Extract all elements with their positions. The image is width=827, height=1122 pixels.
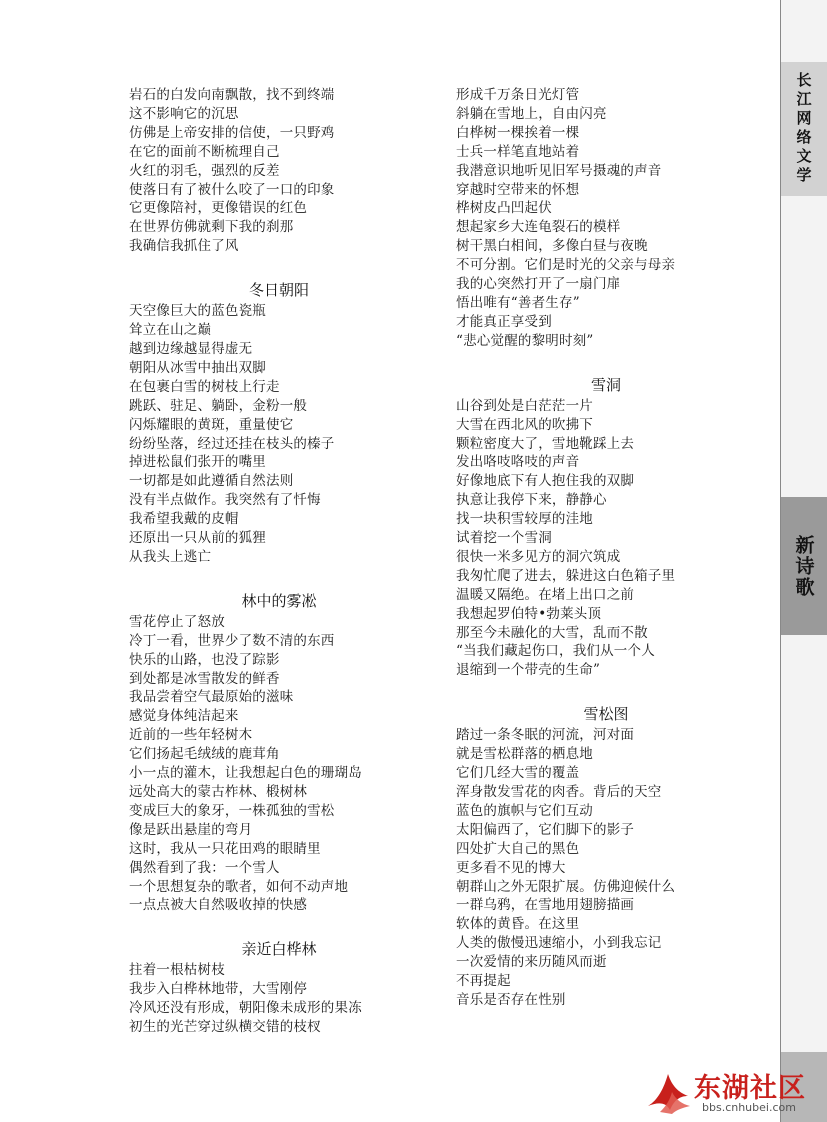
poem-line: 初生的光芒穿过纵横交错的枝杈 <box>129 1019 321 1036</box>
poem-line: 这时，我从一只花田鸡的眼睛里 <box>129 840 321 857</box>
poem-title: 冬日朝阳 <box>248 281 309 300</box>
poem-line: 到处都是冰雪散发的鲜香 <box>129 670 280 687</box>
poem-line: 四处扩大自己的黑色 <box>456 840 580 857</box>
poem-line: 像是跃出悬崖的弯月 <box>129 821 253 838</box>
poem-line: 我匆忙爬了进去，躲进这白色箱子里 <box>456 567 676 584</box>
poem-birch-forest <box>129 939 429 1037</box>
poem-line: 蓝色的旗帜与它们互动 <box>456 802 593 819</box>
poem-rime-in-forest <box>129 591 429 916</box>
poem-title: 雪洞 <box>590 375 621 394</box>
poem-line: 没有半点做作。我突然有了忏悔 <box>129 492 321 509</box>
poem-line: 天空像巨大的蓝色瓷瓶 <box>129 303 266 320</box>
poem-line: 偶然看到了我：一个雪人 <box>129 859 280 876</box>
poem-line: 一群乌鸦，在雪地用翅膀描画 <box>456 897 635 914</box>
poem-line: 退缩到一个带壳的生命” <box>456 662 601 679</box>
poem-line: 士兵一样笔直地站着 <box>456 143 580 160</box>
watermark-url[interactable]: bbs.cnhubei.com <box>702 1101 796 1114</box>
poem-line: 不可分割。它们是时光的父亲与母亲 <box>456 257 676 274</box>
poem-line: 不再提起 <box>456 973 511 990</box>
poem-line: 跳跃、驻足、躺卧，金粉一般 <box>129 397 308 414</box>
poem-line: 近前的一些年轻树木 <box>129 727 253 744</box>
poem-title: 雪松图 <box>583 705 629 724</box>
poem-line: 桦树皮凸凹起伏 <box>456 200 552 217</box>
poem-line: 就是雪松群落的栖息地 <box>456 746 593 763</box>
poem-line: 我步入白桦林地带，大雪刚停 <box>129 981 308 998</box>
poem-line: 纷纷坠落，经过还挂在枝头的榛子 <box>129 435 335 452</box>
poem-line: 它们几经大雪的覆盖 <box>456 765 580 782</box>
poem-line: 越到边缘越显得虚无 <box>129 340 253 357</box>
poem-line: 我希望我戴的皮帽 <box>129 511 239 528</box>
poem-line: 闪烁耀眼的黄斑，重量使它 <box>129 416 294 433</box>
site-watermark <box>642 1062 827 1122</box>
poem-title: 亲近白桦林 <box>241 940 317 959</box>
poem-line: 想起家乡大连龟裂石的模样 <box>456 219 621 236</box>
poem-line: 执意让我停下来，静静心 <box>456 492 607 509</box>
poem-line: 很快一米多见方的洞穴筑成 <box>456 548 621 565</box>
flame-logo-icon <box>644 1066 694 1116</box>
poem-line: “当我们藏起伤口，我们从一个人 <box>456 643 655 660</box>
poem-line: 从我头上逃亡 <box>129 548 212 565</box>
poem-line: 它更像陪衬，更像错误的红色 <box>129 200 308 217</box>
poem-line: 颗粒密度大了，雪地靴踩上去 <box>456 435 635 452</box>
poem-line: 好像地底下有人抱住我的双脚 <box>456 473 635 490</box>
poem-line: 形成千万条日光灯管 <box>456 87 580 103</box>
poem-line: 冷风还没有形成，朝阳像未成形的果冻 <box>129 1000 362 1017</box>
poem-line: 温暖又隔绝。在堵上出口之前 <box>456 586 635 603</box>
poem-continuation-left <box>129 86 429 256</box>
poem-line: 在包裹白雪的树枝上行走 <box>129 378 280 395</box>
poem-line: 朝群山之外无限扩展。仿佛迎候什么 <box>456 878 676 895</box>
poem-line: 试着挖一个雪洞 <box>456 530 552 547</box>
poem-winter-sun <box>129 280 429 567</box>
poem-line: 我想起罗伯特•勃莱头顶 <box>456 605 602 622</box>
poem-line: 变成巨大的象牙，一株孤独的雪松 <box>129 802 335 819</box>
poem-line: 远处高大的蒙古柞林、椴树林 <box>129 784 308 800</box>
section-tab-new-poetry[interactable]: 新诗歌 <box>781 497 827 635</box>
poem-line: 白桦树一棵挨着一棵 <box>456 124 580 141</box>
poem-line: 悟出唯有“善者生存” <box>456 294 580 311</box>
poem-line: 树干黑白相间，多像白昼与夜晚 <box>456 238 648 255</box>
poem-line: 发出咯吱咯吱的声音 <box>456 454 580 471</box>
poem-line: 一点点被大自然吸收掉的快感 <box>129 897 308 914</box>
poem-line: 火红的羽毛，强烈的反差 <box>129 162 280 179</box>
poem-line: 我的心突然打开了一扇门扉 <box>456 276 621 293</box>
poem-line: 斜躺在雪地上，自由闪亮 <box>456 105 607 122</box>
poem-line: 更多看不见的博大 <box>456 859 566 876</box>
poem-line: 我品尝着空气最原始的滋味 <box>129 689 294 706</box>
poem-line: 踏过一条冬眠的河流，河对面 <box>456 727 635 744</box>
poem-line: 我潜意识地听见旧军号摄魂的声音 <box>456 162 662 179</box>
poem-line: 感觉身体纯洁起来 <box>129 708 239 725</box>
poem-line: 这不影响它的沉思 <box>129 105 239 122</box>
poem-line: 穿越时空带来的怀想 <box>456 181 580 198</box>
poem-line: 小一点的灌木，让我想起白色的珊瑚岛 <box>129 765 362 782</box>
poem-line: 冷丁一看，世界少了数不清的东西 <box>129 632 335 649</box>
poem-line: 一次爱情的来历随风而逝 <box>456 954 607 971</box>
section-tab-changjiang[interactable]: 长江网络文学 <box>781 62 827 196</box>
poem-line: 我确信我抓住了风 <box>129 238 239 255</box>
poem-line: 一切都是如此遵循自然法则 <box>129 473 294 490</box>
poem-line: 在它的面前不断梳理自己 <box>129 143 280 160</box>
poem-snow-pine <box>456 704 756 1010</box>
poem-line: 还原出一只从前的狐狸 <box>129 530 266 547</box>
poem-line: 雪花停止了怒放 <box>129 613 225 630</box>
left-column <box>129 86 429 1037</box>
poem-line: 才能真正享受到 <box>456 313 552 330</box>
poem-line: 大雪在西北风的吹拂下 <box>456 416 593 433</box>
poem-line: 软体的黄昏。在这里 <box>456 916 580 933</box>
poem-line: 那至今未融化的大雪，乱而不散 <box>456 624 648 641</box>
poem-line: 一个思想复杂的歌者，如何不动声地 <box>129 878 349 895</box>
poem-line: 在世界仿佛就剩下我的刹那 <box>129 219 294 236</box>
poem-line: 山谷到处是白茫茫一片 <box>456 397 593 414</box>
poem-line: 找一块积雪较厚的洼地 <box>456 511 593 528</box>
poem-line: 快乐的山路，也没了踪影 <box>129 651 280 668</box>
poem-line: 朝阳从冰雪中抽出双脚 <box>129 359 266 376</box>
poem-line: 太阳偏西了，它们脚下的影子 <box>456 821 635 838</box>
poem-line: 掉进松鼠们张开的嘴里 <box>129 454 266 471</box>
poem-snow-cave <box>456 375 756 681</box>
poem-title: 林中的雾凇 <box>241 591 317 610</box>
poem-line: 使落日有了被什么咬了一口的印象 <box>129 181 335 198</box>
poem-line: 岩石的白发向南飘散，找不到终端 <box>129 87 335 103</box>
poem-line: 拄着一根枯树枝 <box>129 962 225 979</box>
poem-line: 仿佛是上帝安排的信使，一只野鸡 <box>129 124 335 141</box>
poem-line: 耸立在山之巅 <box>129 322 212 339</box>
poem-continuation-right <box>456 86 756 351</box>
poem-line: 音乐是否存在性别 <box>456 991 566 1008</box>
poem-line: 它们扬起毛绒绒的鹿茸角 <box>129 746 280 763</box>
poem-line: 人类的傲慢迅速缩小，小到我忘记 <box>456 935 662 952</box>
poem-line: 浑身散发雪花的肉香。背后的天空 <box>456 784 662 800</box>
watermark-brand: 东湖社区 <box>694 1073 806 1104</box>
poem-line: “悲心觉醒的黎明时刻” <box>456 332 594 349</box>
right-column <box>456 86 756 1010</box>
